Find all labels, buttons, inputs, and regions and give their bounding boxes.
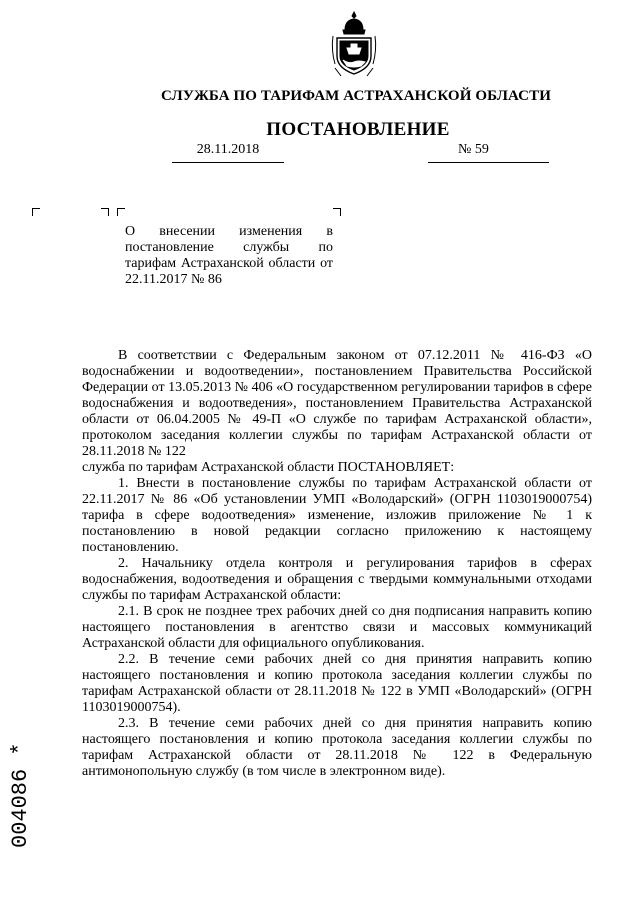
coat-of-arms-icon [329, 10, 379, 82]
document-number: № 59 [458, 142, 489, 157]
clause-2: 2. Начальнику отдела контроля и регулирования тарифов в сферах водоснабжения, водоотведения и обращения с твердыми коммунальными отходами службы по тарифам Астраханской области: [82, 556, 592, 603]
corner-mark [333, 208, 341, 216]
document-body [82, 348, 592, 780]
corner-mark [101, 208, 109, 216]
document-date: 28.11.2018 [196, 142, 260, 157]
number-underline [428, 162, 549, 163]
organization-name: СЛУЖБА ПО ТАРИФАМ АСТРАХАНСКОЙ ОБЛАСТИ [161, 88, 551, 104]
corner-mark [32, 208, 40, 216]
clause-2-3: 2.3. В течение семи рабочих дней со дня принятия направить копию настоящего постановления и копию протокола заседания коллегии службы по тарифам Астраханской области от 28.11.2018 № 122 в Федеральную антимонопольную службу (в том числе в электронном виде). [82, 716, 592, 779]
clause-2-1: 2.1. В срок не позднее трех рабочих дней со дня подписания направить копию настоящего постановления в агентство связи и массовых коммуникаций Астраханской области для официального опубликования. [82, 604, 592, 651]
document-type: ПОСТАНОВЛЕНИЕ [266, 119, 450, 140]
side-stamp-text: 004086 * [8, 742, 33, 848]
document-subject: О внесении изменения в постановление службы по тарифам Астраханской области от 22.11.2017 № 86 [125, 224, 333, 287]
corner-mark [117, 208, 125, 216]
clause-2-2: 2.2. В течение семи рабочих дней со дня принятия направить копию настоящего постановления и копию протокола заседания коллегии службы по тарифам Астраханской области от 28.11.2018 № 122 в УМП «Володарский» (ОГРН 1103019000754). [82, 652, 592, 715]
date-underline [172, 162, 284, 163]
clause-1: 1. Внести в постановление службы по тарифам Астраханской области от 22.11.2017 № 86 «Об установлении УМП «Володарский» (ОГРН 1103019000754) тарифа в сфере водоотведения» изменение, изложив приложение № 1 к постановлению в новой редакции согласно приложению к настоящему постановлению. [82, 476, 592, 555]
preamble-paragraph: В соответствии с Федеральным законом от 07.12.2011 № 416-ФЗ «О водоснабжении и водоотведении», постановлением Правительства Российской Федерации от 13.05.2013 № 406 «О государственном регулировании тарифов в сфере водоснабжения и водоотведения», постановлением Правительства Астраханской области от 06.04.2005 № 49-П «О службе по тарифам Астраханской области», протоколом заседания коллегии службы по тарифам Астраханской области от 28.11.2018 № 122 [82, 348, 592, 459]
side-stamp [0, 740, 36, 850]
resolution-line: служба по тарифам Астраханской области ПОСТАНОВЛЯЕТ: [82, 460, 455, 475]
